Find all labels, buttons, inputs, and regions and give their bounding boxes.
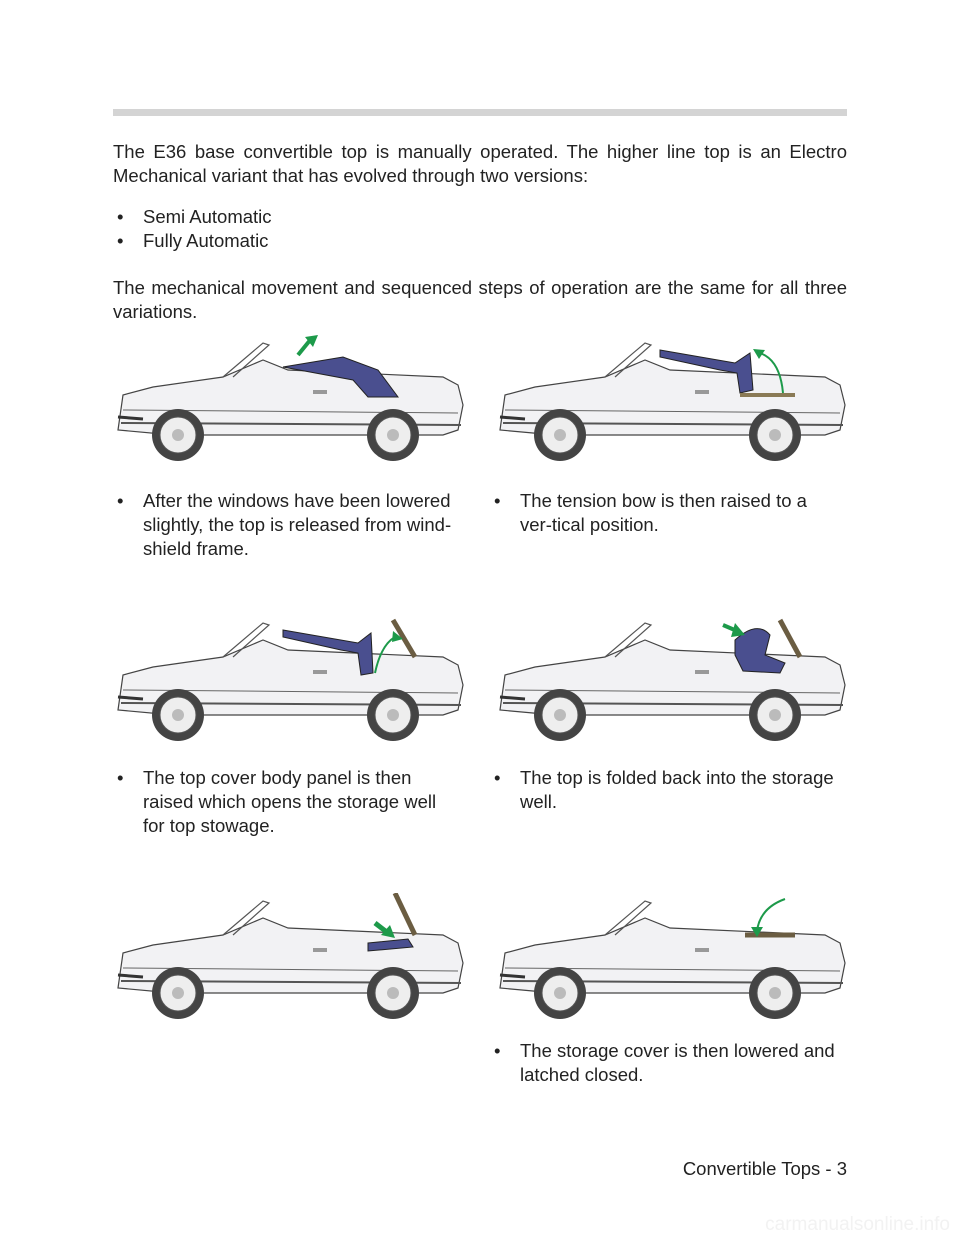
step6-figure bbox=[495, 893, 855, 1033]
step4-caption: • The top is folded back into the storage well. bbox=[494, 767, 834, 812]
step1-figure bbox=[113, 335, 473, 475]
arrow-icon bbox=[731, 623, 745, 637]
step2-figure bbox=[495, 335, 855, 475]
step3-caption: • The top cover body panel is then raised which opens the storage well for top stowage. bbox=[117, 767, 437, 836]
summary-paragraph: The mechanical movement and sequenced steps of operation are the same for all three variations. bbox=[113, 277, 847, 322]
step1-caption: • After the windows have been lowered slightly, the top is released from wind-shield frame. bbox=[117, 490, 452, 559]
intro-paragraph: The E36 base convertible top is manually operated. The higher line top is an Electro Mechanical variant that has evolved through two versions: bbox=[113, 141, 847, 186]
header-rule bbox=[113, 109, 847, 116]
step2-caption: • The tension bow is then raised to a ver-tical position. bbox=[494, 490, 807, 535]
step5-figure bbox=[113, 893, 473, 1033]
step3-figure bbox=[113, 615, 473, 755]
arrow-icon bbox=[757, 899, 785, 931]
version-item: • Semi Automatic bbox=[117, 205, 272, 229]
watermark: carmanualsonline.info bbox=[765, 1214, 950, 1235]
step5-caption: • The storage cover is then lowered and latched closed. bbox=[494, 1040, 835, 1085]
step4-figure bbox=[495, 615, 855, 755]
versions-list bbox=[117, 205, 272, 253]
page-footer: Convertible Tops - 3 bbox=[682, 1158, 847, 1179]
version-item: • Fully Automatic bbox=[117, 229, 272, 253]
